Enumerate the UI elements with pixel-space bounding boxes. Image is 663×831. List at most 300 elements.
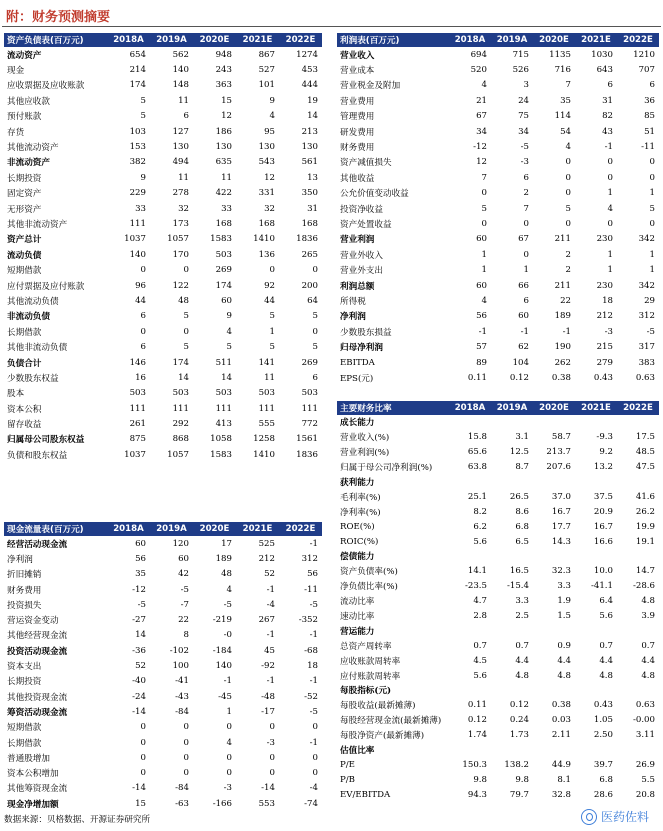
cell-value: 60 xyxy=(476,280,487,291)
table-row xyxy=(4,232,322,247)
cell-value: 230 xyxy=(596,234,613,245)
row-label: 归属母公司股东权益 xyxy=(7,435,85,446)
cell-value: 11 xyxy=(264,372,275,383)
cell-value: 1 xyxy=(649,249,655,260)
cell-value: 342 xyxy=(638,234,655,245)
cell-value: 12 xyxy=(476,157,487,168)
balance-sheet-table xyxy=(4,33,322,463)
cell-value: 100 xyxy=(172,661,189,672)
row-label: 应付账款周转率 xyxy=(340,671,401,682)
cell-value: 32 xyxy=(178,203,189,214)
cell-value: 413 xyxy=(215,419,232,430)
cell-value: 269 xyxy=(301,357,318,368)
cell-value: 0.12 xyxy=(509,372,529,383)
cell-value: 42 xyxy=(178,569,189,580)
cell-value: -11 xyxy=(641,142,655,153)
cell-value: 140 xyxy=(129,249,146,260)
table-row xyxy=(337,445,659,460)
cell-value: 4.7 xyxy=(473,596,487,607)
column-header: 2021E xyxy=(242,524,273,534)
cell-value: 1135 xyxy=(549,49,571,60)
cell-value: -45 xyxy=(218,691,232,702)
cell-value: 0 xyxy=(523,249,529,260)
row-label: 净负债比率(%) xyxy=(340,582,398,593)
cell-value: 60 xyxy=(135,538,146,549)
table-row xyxy=(4,324,322,339)
cell-value: 26.5 xyxy=(509,491,529,502)
cell-value: -184 xyxy=(212,645,232,656)
cell-value: 0.7 xyxy=(473,640,487,651)
cell-value: 54 xyxy=(560,126,571,137)
cell-value: 111 xyxy=(129,403,146,414)
cell-value: 5.6 xyxy=(473,536,487,547)
cell-value: 1037 xyxy=(124,449,146,460)
cell-value: -14 xyxy=(132,706,146,717)
cell-value: -4 xyxy=(266,599,275,610)
cell-value: 4 xyxy=(607,203,613,214)
cell-value: 312 xyxy=(638,311,655,322)
cell-value: 82 xyxy=(602,111,613,122)
cell-value: 1 xyxy=(649,265,655,276)
cell-value: 7 xyxy=(481,172,487,183)
cell-value: 168 xyxy=(258,218,275,229)
cell-value: 331 xyxy=(258,188,275,199)
cell-value: 211 xyxy=(554,280,571,291)
cell-value: -1 xyxy=(309,737,318,748)
cell-value: 16.5 xyxy=(509,566,529,577)
cell-value: 85 xyxy=(644,111,655,122)
cell-value: 0.7 xyxy=(641,640,655,651)
row-label: 营业利润 xyxy=(340,235,375,246)
table-header xyxy=(4,33,322,47)
cell-value: 9 xyxy=(269,95,275,106)
table-row xyxy=(337,772,659,787)
row-label: 应收票据及应收账款 xyxy=(7,81,85,92)
cell-value: 130 xyxy=(172,142,189,153)
table-row xyxy=(337,549,659,564)
cell-value: 1.05 xyxy=(593,715,613,726)
cell-value: 5 xyxy=(269,311,275,322)
row-label: 固定资产 xyxy=(7,189,42,200)
row-label: 其他非流动负债 xyxy=(7,343,68,354)
cell-value: 0 xyxy=(649,218,655,229)
cell-value: 213 xyxy=(301,126,318,137)
cell-value: 15 xyxy=(221,95,232,106)
cell-value: 16.7 xyxy=(593,521,613,532)
cell-value: 19 xyxy=(307,95,318,106)
cell-value: 17.5 xyxy=(635,432,655,443)
table-row xyxy=(4,612,322,627)
row-label: 非流动负债 xyxy=(7,312,50,323)
table-row xyxy=(337,534,659,549)
cell-value: -28.6 xyxy=(632,581,655,592)
table-row xyxy=(4,293,322,308)
cell-value: 0 xyxy=(183,752,189,763)
table-row xyxy=(337,247,659,262)
row-label: 营运能力 xyxy=(340,626,375,637)
row-label: 资本公积 xyxy=(7,404,42,415)
cell-value: 5.6 xyxy=(473,670,487,681)
cell-value: 0 xyxy=(312,752,318,763)
cell-value: 269 xyxy=(215,265,232,276)
cell-value: 22 xyxy=(560,295,571,306)
wechat-logo-icon xyxy=(581,809,597,825)
cell-value: -5 xyxy=(520,142,529,153)
cell-value: -102 xyxy=(169,645,189,656)
row-label: 资本支出 xyxy=(7,662,42,673)
cell-value: 0.12 xyxy=(467,715,487,726)
row-label: 总资产周转率 xyxy=(340,641,392,652)
cell-value: 89 xyxy=(476,357,487,368)
table-row xyxy=(4,170,322,185)
cell-value: 6 xyxy=(523,295,529,306)
cell-value: 1 xyxy=(523,265,529,276)
cell-value: 9 xyxy=(226,311,232,322)
cell-value: 0.03 xyxy=(551,715,571,726)
cell-value: 103 xyxy=(129,126,146,137)
cell-value: 4 xyxy=(226,737,232,748)
cell-value: -84 xyxy=(175,706,189,717)
row-label: P/E xyxy=(340,759,355,770)
table-row xyxy=(4,62,322,77)
cell-value: 0 xyxy=(183,737,189,748)
cell-value: 0 xyxy=(312,265,318,276)
cell-value: 60 xyxy=(178,553,189,564)
cell-value: 229 xyxy=(129,188,146,199)
table-row xyxy=(4,186,322,201)
cell-value: 13 xyxy=(307,172,318,183)
cell-value: -1 xyxy=(604,142,613,153)
cell-value: 140 xyxy=(172,65,189,76)
cell-value: 562 xyxy=(172,49,189,60)
cell-value: 48.5 xyxy=(635,447,655,458)
cell-value: 9.2 xyxy=(599,447,613,458)
cell-value: 444 xyxy=(301,80,318,91)
cell-value: 18 xyxy=(602,295,613,306)
watermark xyxy=(581,808,649,825)
cell-value: 141 xyxy=(258,357,275,368)
table-row xyxy=(337,579,659,594)
cell-value: 6 xyxy=(607,80,613,91)
table-row xyxy=(337,415,659,430)
row-label: 资产减值损失 xyxy=(340,158,392,169)
cell-value: 200 xyxy=(301,280,318,291)
cell-value: 5 xyxy=(481,203,487,214)
cell-value: 43 xyxy=(602,126,613,137)
table-row xyxy=(4,643,322,658)
column-header: 2018A xyxy=(113,35,144,45)
table-row xyxy=(337,47,659,62)
row-label: 投资活动现金流 xyxy=(7,646,68,657)
cell-value: 503 xyxy=(301,388,318,399)
cell-value: 350 xyxy=(301,188,318,199)
row-label: EBITDA xyxy=(340,357,375,368)
cell-value: 58.7 xyxy=(551,432,571,443)
cell-value: 14 xyxy=(135,630,146,641)
table-row xyxy=(337,293,659,308)
column-header: 2020E xyxy=(199,524,230,534)
cell-value: 525 xyxy=(258,538,275,549)
row-label: 长期借款 xyxy=(7,327,42,338)
cell-value: 186 xyxy=(215,126,232,137)
table-row xyxy=(4,704,322,719)
cell-value: 7 xyxy=(523,203,529,214)
cell-value: 9 xyxy=(140,172,146,183)
cell-value: 57 xyxy=(476,342,487,353)
cell-value: 715 xyxy=(512,49,529,60)
row-label: 营业外收入 xyxy=(340,250,383,261)
row-label: 营业收入(%) xyxy=(340,433,390,444)
cell-value: 279 xyxy=(596,357,613,368)
cell-value: 1037 xyxy=(124,234,146,245)
row-label: 归母净利润 xyxy=(340,343,383,354)
row-label: 预付账款 xyxy=(7,112,42,123)
cell-value: 2 xyxy=(565,249,571,260)
row-label: 少数股东权益 xyxy=(7,373,59,384)
row-label: 投资损失 xyxy=(7,600,42,611)
cell-value: 1057 xyxy=(167,234,189,245)
cell-value: 5 xyxy=(183,311,189,322)
cell-value: 189 xyxy=(554,311,571,322)
cell-value: 0 xyxy=(269,752,275,763)
cell-value: 2.5 xyxy=(515,611,529,622)
row-label: 净利率(%) xyxy=(340,507,381,518)
cell-value: 948 xyxy=(215,49,232,60)
cell-value: 1583 xyxy=(210,449,232,460)
cell-value: 3.3 xyxy=(557,581,571,592)
row-label: ROE(%) xyxy=(340,521,375,532)
cell-value: 1.73 xyxy=(509,730,529,741)
row-label: 筹资活动现金流 xyxy=(7,707,68,718)
cell-value: 12.5 xyxy=(509,447,529,458)
cell-value: 317 xyxy=(638,342,655,353)
table-row xyxy=(337,653,659,668)
table-row xyxy=(337,78,659,93)
cell-value: 278 xyxy=(172,188,189,199)
cell-value: 383 xyxy=(638,357,655,368)
cell-value: 0.63 xyxy=(635,372,655,383)
row-label: 投资净收益 xyxy=(340,204,383,215)
cell-value: 1.74 xyxy=(467,730,487,741)
column-header: 2018A xyxy=(454,35,486,45)
table-header xyxy=(4,522,322,536)
table-row xyxy=(337,216,659,231)
row-label: 公允价值变动收益 xyxy=(340,189,409,200)
cell-value: 14.3 xyxy=(551,536,571,547)
cell-value: -7 xyxy=(180,599,189,610)
cell-value: -48 xyxy=(261,691,275,702)
cell-value: 1561 xyxy=(296,434,318,445)
cell-value: 63.8 xyxy=(467,462,487,473)
cell-value: 7 xyxy=(565,80,571,91)
cell-value: 0 xyxy=(140,768,146,779)
cell-value: 0 xyxy=(183,722,189,733)
table-row xyxy=(4,796,322,811)
row-label: 应付票据及应付账款 xyxy=(7,281,85,292)
cell-value: 16.6 xyxy=(593,536,613,547)
cell-value: 4.8 xyxy=(515,670,529,681)
cell-value: 2.50 xyxy=(593,730,613,741)
cell-value: 174 xyxy=(215,280,232,291)
row-label: 长期借款 xyxy=(7,738,42,749)
cell-value: 19.1 xyxy=(635,536,655,547)
cell-value: 561 xyxy=(301,157,318,168)
table-row xyxy=(337,460,659,475)
cell-value: 868 xyxy=(172,434,189,445)
cell-value: 4.4 xyxy=(599,655,613,666)
table-row xyxy=(4,432,322,447)
cell-value: 4 xyxy=(269,111,275,122)
cell-value: 12 xyxy=(221,111,232,122)
cell-value: 5 xyxy=(565,203,571,214)
table-row xyxy=(337,430,659,445)
cell-value: 19.9 xyxy=(635,521,655,532)
cell-value: 5.5 xyxy=(641,774,655,785)
cell-value: -219 xyxy=(212,615,232,626)
cell-value: 867 xyxy=(258,49,275,60)
table-row xyxy=(4,155,322,170)
cell-value: 694 xyxy=(470,49,487,60)
cell-value: 122 xyxy=(172,280,189,291)
cell-value: 18 xyxy=(307,661,318,672)
row-label: 其他经营现金流 xyxy=(7,631,68,642)
cell-value: -40 xyxy=(132,676,146,687)
cell-value: 44 xyxy=(135,295,146,306)
table-row xyxy=(4,750,322,765)
cell-value: -3 xyxy=(520,157,529,168)
cell-value: 4 xyxy=(481,295,487,306)
row-label: 现金 xyxy=(7,66,25,77)
cell-value: 34 xyxy=(476,126,487,137)
cell-value: 24 xyxy=(518,95,529,106)
cell-value: 5 xyxy=(312,311,318,322)
cell-value: 6 xyxy=(140,311,146,322)
cell-value: 170 xyxy=(172,249,189,260)
column-header: 2022E xyxy=(623,35,653,45)
cell-value: 772 xyxy=(301,419,318,430)
cell-value: 0.43 xyxy=(593,372,613,383)
cell-value: 3.1 xyxy=(515,432,529,443)
cell-value: 4.5 xyxy=(473,655,487,666)
cell-value: -43 xyxy=(175,691,189,702)
cell-value: 1836 xyxy=(296,449,318,460)
row-label: 其他应收款 xyxy=(7,96,50,107)
cell-value: 9.8 xyxy=(473,774,487,785)
cell-value: 0.7 xyxy=(599,640,613,651)
row-label: 无形资产 xyxy=(7,204,42,215)
table-row xyxy=(337,787,659,802)
column-header: 2020E xyxy=(539,403,569,413)
table-row xyxy=(337,186,659,201)
cell-value: 243 xyxy=(215,65,232,76)
cell-value: 45 xyxy=(264,645,275,656)
cell-value: 138.2 xyxy=(504,759,529,770)
column-header: 2019A xyxy=(156,524,187,534)
cell-value: 635 xyxy=(215,157,232,168)
cell-value: 21 xyxy=(476,95,487,106)
cell-value: 0 xyxy=(312,722,318,733)
cell-value: 4.8 xyxy=(641,596,655,607)
table-row xyxy=(337,713,659,728)
table-row xyxy=(4,765,322,780)
cell-value: 66 xyxy=(518,280,529,291)
column-header: 2018A xyxy=(113,524,144,534)
cell-value: 543 xyxy=(258,157,275,168)
row-label: 资本公积增加 xyxy=(7,769,59,780)
row-label: 营业收入 xyxy=(340,50,375,61)
cell-value: -1 xyxy=(478,326,487,337)
row-label: 资产负债率(%) xyxy=(340,567,398,578)
cell-value: 213.7 xyxy=(546,447,571,458)
row-label: 负债和股东权益 xyxy=(7,450,68,461)
cell-value: 0 xyxy=(649,172,655,183)
cell-value: 95 xyxy=(264,126,275,137)
table-row xyxy=(337,623,659,638)
cell-value: 5 xyxy=(183,342,189,353)
cell-value: 555 xyxy=(258,419,275,430)
row-label: 每股收益(最新摊薄) xyxy=(340,701,416,712)
cell-value: 25.1 xyxy=(467,491,487,502)
row-label: 流动负债 xyxy=(7,250,42,261)
cell-value: 4.4 xyxy=(557,655,571,666)
cell-value: 1836 xyxy=(296,234,318,245)
cell-value: 553 xyxy=(258,798,275,809)
cell-value: 1 xyxy=(481,249,487,260)
cell-value: 56 xyxy=(135,553,146,564)
cell-value: 716 xyxy=(554,65,571,76)
cell-value: 75 xyxy=(518,111,529,122)
row-label: 短期借款 xyxy=(7,266,42,277)
cell-value: 503 xyxy=(129,388,146,399)
table-row xyxy=(4,109,322,124)
cell-value: 111 xyxy=(129,218,146,229)
cell-value: 0.63 xyxy=(635,700,655,711)
table-row xyxy=(337,370,659,385)
cell-value: 342 xyxy=(638,280,655,291)
cell-value: 1 xyxy=(607,249,613,260)
cell-value: 34 xyxy=(518,126,529,137)
cell-value: -4 xyxy=(309,783,318,794)
cell-value: 0 xyxy=(481,188,487,199)
table-title: 资产负债表(百万元) xyxy=(7,36,84,46)
row-label: 普通股增加 xyxy=(7,753,50,764)
row-label: 存货 xyxy=(7,127,25,138)
cell-value: 33 xyxy=(221,203,232,214)
cell-value: 67 xyxy=(476,111,487,122)
row-label: 每股经营现金流(最新摊薄) xyxy=(340,716,442,727)
cell-value: 527 xyxy=(258,65,275,76)
cell-value: 60 xyxy=(221,295,232,306)
income-statement-table xyxy=(337,33,659,386)
cell-value: -74 xyxy=(304,798,318,809)
cell-value: 2.11 xyxy=(551,730,571,741)
cell-value: 37.0 xyxy=(551,491,571,502)
cell-value: 6 xyxy=(140,342,146,353)
cell-value: 0 xyxy=(565,218,571,229)
cell-value: -84 xyxy=(175,783,189,794)
table-header xyxy=(337,33,659,47)
cell-value: -1 xyxy=(309,538,318,549)
cell-value: -5 xyxy=(223,599,232,610)
cell-value: 0.24 xyxy=(509,715,529,726)
cell-value: 1.5 xyxy=(557,611,571,622)
cell-value: 0 xyxy=(183,265,189,276)
cell-value: 4.4 xyxy=(641,655,655,666)
table-row xyxy=(4,262,322,277)
row-label: 少数股东损益 xyxy=(340,327,392,338)
table-row xyxy=(4,597,322,612)
table-row xyxy=(337,683,659,698)
